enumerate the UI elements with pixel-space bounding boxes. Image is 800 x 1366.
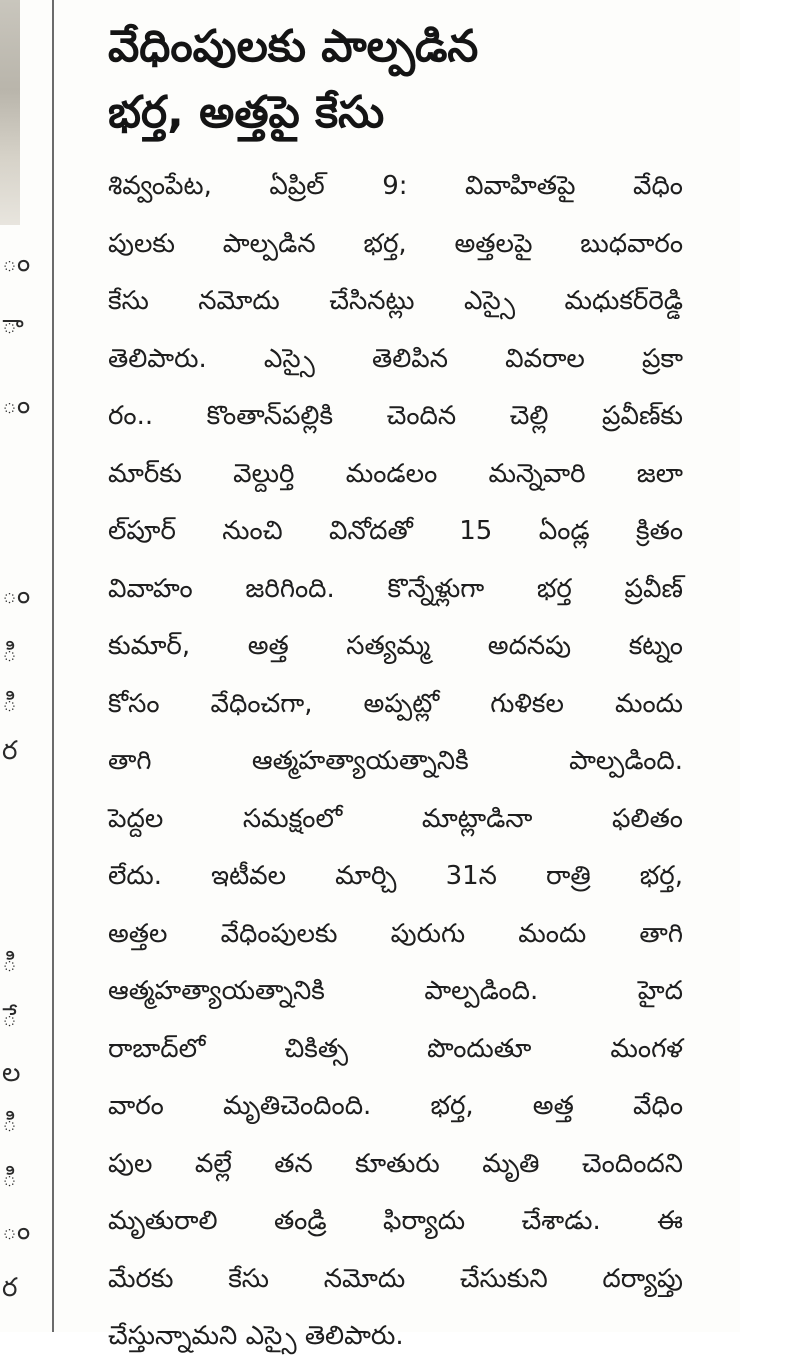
body-line: రం.. కొంతాన్‌పల్లికి చెందిన చెల్లి ప్రవీణ్‌కు xyxy=(108,401,683,431)
adjacent-text-fragment: ి xyxy=(2,1163,18,1193)
body-line: వివాహం జరిగింది. కొన్నేళ్లుగా భర్త ప్రవీణ్ xyxy=(108,573,683,604)
body-line: పులకు పాల్పడిన భర్త, అత్తలపై బుధవారం xyxy=(108,228,683,259)
page-margin xyxy=(740,0,800,1332)
column-divider xyxy=(52,0,54,1332)
body-line: చేస్తున్నామని ఎస్సై తెలిపారు. xyxy=(108,1321,404,1351)
article-body xyxy=(108,158,708,1366)
body-line: కుమార్, అత్త సత్యమ్మ అదనపు కట్నం xyxy=(108,631,683,661)
adjacent-text-fragment: ం xyxy=(2,390,31,420)
adjacent-text-fragment: ి xyxy=(2,1108,18,1138)
adjacent-text-fragment: ర xyxy=(2,1273,18,1303)
news-article xyxy=(108,14,708,1366)
adjacent-text-fragment: ం xyxy=(2,248,31,278)
body-line: మేరకు కేసు నమోదు చేసుకుని దర్యాప్తు xyxy=(108,1263,683,1294)
body-line: తాగి ఆత్మహత్యాయత్నానికి పాల్పడింది. xyxy=(108,746,683,776)
adjacent-text-fragment: ం xyxy=(2,580,31,610)
body-line: అత్తల వేధింపులకు పురుగు మందు తాగి xyxy=(108,918,683,949)
body-line: మృతురాలి తండ్రి ఫిర్యాదు చేశాడు. ఈ xyxy=(108,1206,683,1236)
body-line: ఆత్మహత్యాయత్నానికి పాల్పడింది. హైద xyxy=(108,976,683,1006)
body-line: వారం మృతిచెందింది. భర్త, అత్త వేధిం xyxy=(108,1091,683,1121)
adjacent-column-fragment xyxy=(0,0,52,1332)
adjacent-text-fragment: ి xyxy=(2,688,18,718)
body-line: లేదు. ఇటీవల మార్చి 31న రాత్రి భర్త, xyxy=(108,861,683,891)
adjacent-text-fragment: ర xyxy=(2,736,18,766)
body-line: మార్‌కు వెల్దుర్తి మండలం మన్నెవారి జలా xyxy=(108,458,683,489)
body-line: శివ్వంపేట, ఏప్రిల్ 9: వివాహితపై వేధిం xyxy=(108,171,683,201)
body-line: కేసు నమోదు చేసినట్లు ఎస్సై మధుకర్‌రెడ్డి xyxy=(108,286,683,316)
adjacent-text-fragment: ల xyxy=(2,1058,21,1088)
adjacent-text-fragment: ి xyxy=(2,948,18,978)
adjacent-photo-fragment xyxy=(0,0,20,225)
article-headline xyxy=(108,14,708,146)
adjacent-text-fragment: ి xyxy=(2,638,18,668)
headline-line-2: భర్త, అత్తపై కేసు xyxy=(108,87,385,138)
adjacent-text-fragment: ా xyxy=(2,310,24,340)
headline-line-1: వేధింపులకు పాల్పడిన xyxy=(108,21,479,72)
body-line: రాబాద్‌లో చికిత్స పొందుతూ మంగళ xyxy=(108,1033,683,1064)
body-line: ల్‌పూర్ నుంచి వినోదతో 15 ఏండ్ల క్రితం xyxy=(108,516,683,546)
adjacent-text-fragment: ే xyxy=(2,1003,18,1033)
body-line: తెలిపారు. ఎస్సై తెలిపిన వివరాల ప్రకా xyxy=(108,343,683,374)
adjacent-text-fragment: ం xyxy=(2,1216,31,1246)
body-line: కోసం వేధించగా, అప్పట్లో గుళికల మందు xyxy=(108,688,683,719)
body-line: పెద్దల సమక్షంలో మాట్లాడినా ఫలితం xyxy=(108,803,683,834)
body-line: పుల వల్లే తన కూతురు మృతి చెందిందని xyxy=(108,1148,683,1179)
